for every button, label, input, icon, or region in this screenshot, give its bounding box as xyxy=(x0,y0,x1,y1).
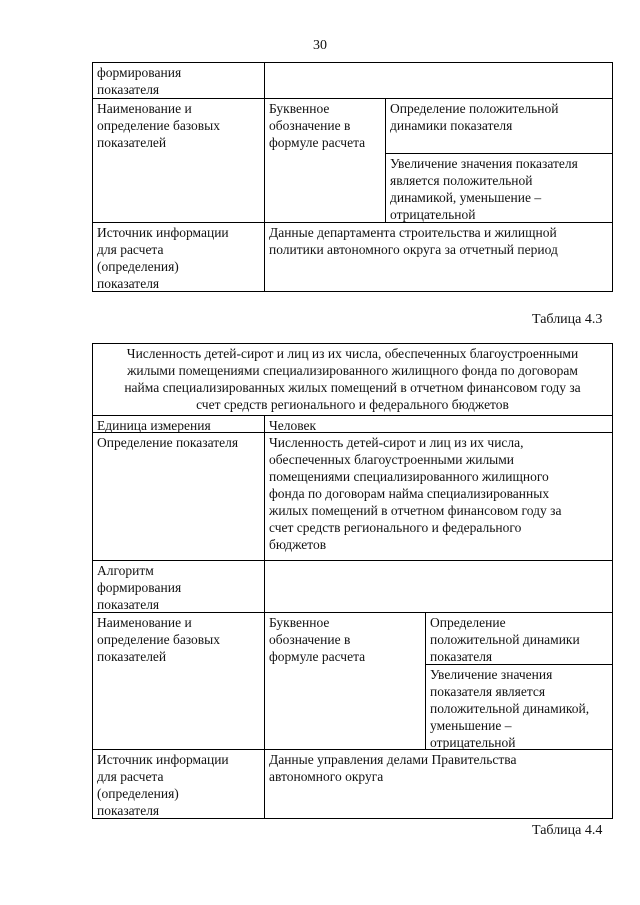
source-value: Данные управления делами Правительства автономного округа xyxy=(269,752,517,784)
base-indicators-label: Наименование и определение базовых показателей xyxy=(97,615,221,664)
table-caption-4-3: Таблица 4.3 xyxy=(532,312,603,327)
source-label: Источник информации для расчета (определения) показателя xyxy=(97,752,229,818)
table-title: Численность детей-сирот и лиц из их числа, обеспеченных благоустроенными жилыми помещениями специализированного жилищного фонда по договорам найма специализированных жилых помещений в отчетном финансовом году за счет средств регионального и федерального бюджетов xyxy=(124,346,581,412)
algorithm-label-cont: формирования показателя xyxy=(97,65,182,97)
algorithm-label: Алгоритм формирования показателя xyxy=(97,563,182,612)
letter-designation-label: Буквенное обозначение в формуле расчета xyxy=(269,615,366,664)
positive-dynamics-value: Увеличение значения показателя является положительной динамикой, уменьшение – отрицательной xyxy=(430,667,590,749)
source-label: Источник информации для расчета (определения) показателя xyxy=(97,225,229,291)
unit-label: Единица измерения xyxy=(97,418,211,432)
definition-value: Численность детей-сирот и лиц из их числа, обеспеченных благоустроенными жилыми помещениями специализированного жилищного фонда по договорам найма специализированных жилых помещений в отчетном финансовом году за счет средств регионального и федерального бюджетов xyxy=(269,435,562,552)
source-value: Данные департамента строительства и жилищной политики автономного округа за отчетный период xyxy=(269,225,558,257)
page-number: 30 xyxy=(313,38,327,53)
definition-label: Определение показателя xyxy=(97,435,239,450)
table-caption-4-4: Таблица 4.4 xyxy=(532,823,603,838)
base-indicators-label: Наименование и определение базовых показателей xyxy=(97,101,221,150)
letter-designation-label: Буквенное обозначение в формуле расчета xyxy=(269,101,366,150)
unit-value: Человек xyxy=(269,418,317,432)
positive-dynamics-label: Определение положительной динамики показателя xyxy=(430,615,580,664)
indicator-table-continued xyxy=(92,62,613,292)
positive-dynamics-value: Увеличение значения показателя является положительной динамикой, уменьшение – отрицательной xyxy=(390,156,578,222)
indicator-table-4-3 xyxy=(92,343,613,819)
positive-dynamics-label: Определение положительной динамики показателя xyxy=(390,101,559,133)
